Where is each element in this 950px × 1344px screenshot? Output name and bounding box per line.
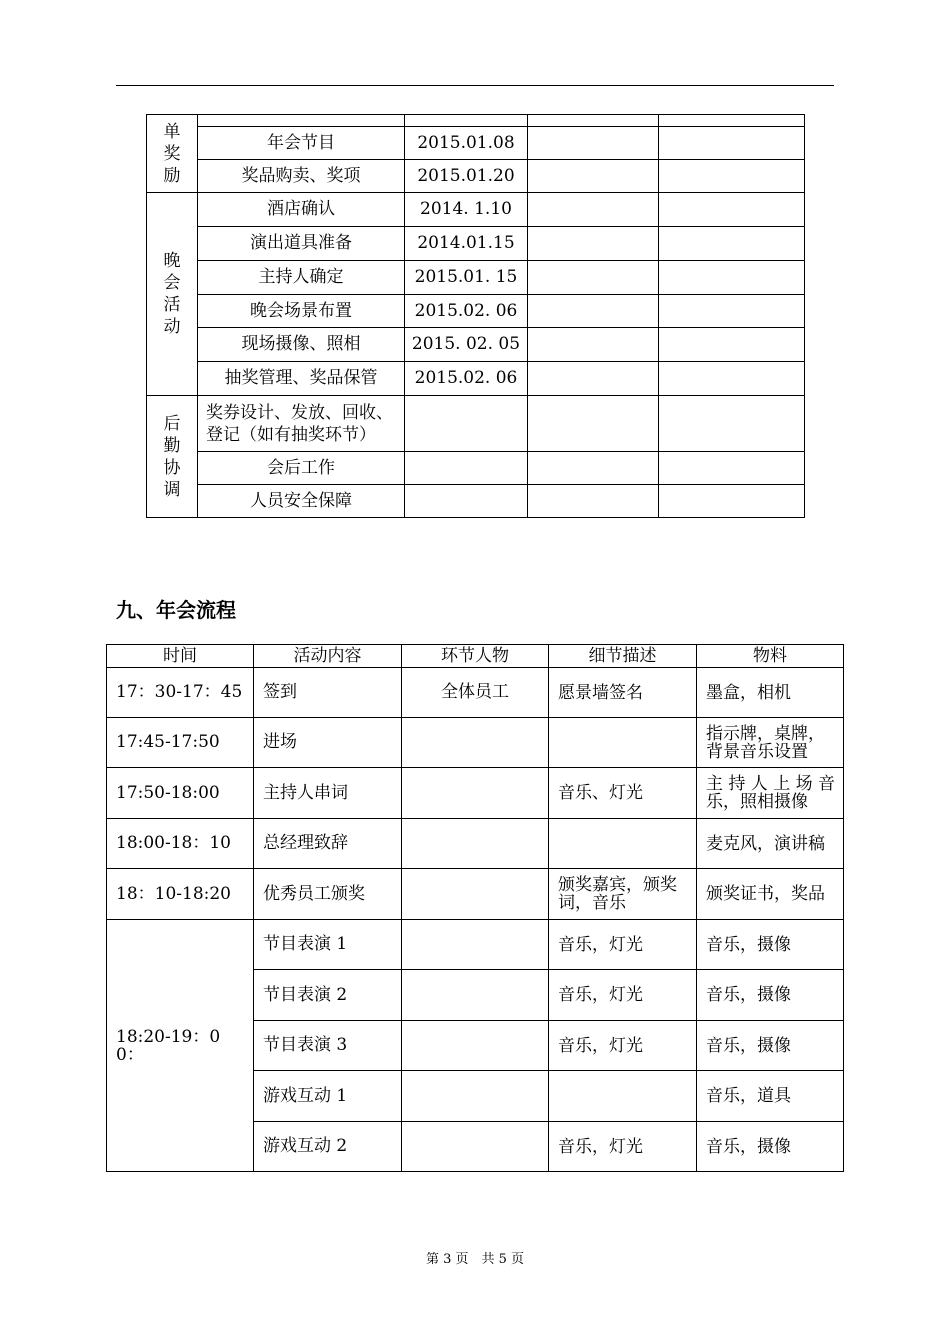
- activity-cell: 进场: [254, 718, 402, 768]
- header-row: [107, 645, 844, 668]
- empty-cell: [659, 261, 805, 295]
- empty-cell: [659, 193, 805, 227]
- person-cell: [402, 970, 549, 1021]
- table-row: [107, 819, 844, 869]
- date-cell: 2014. 1.10: [405, 193, 528, 227]
- empty-cell: [659, 452, 805, 485]
- date-cell: [405, 452, 528, 485]
- date-cell: 2015. 02. 05: [405, 328, 528, 362]
- empty-cell: [528, 261, 659, 295]
- material-cell: 音乐，摄像: [697, 1021, 844, 1071]
- empty-cell: [528, 396, 659, 452]
- activity-cell: 节目表演 2: [254, 970, 402, 1021]
- date-cell: 2014.01.15: [405, 227, 528, 261]
- person-cell: [402, 920, 549, 970]
- time-cell: 17：30-17：45: [107, 668, 254, 718]
- table-row: [147, 362, 805, 396]
- table-row: [147, 193, 805, 227]
- table-row: [107, 718, 844, 768]
- activity-cell: 游戏互动 1: [254, 1071, 402, 1122]
- empty-cell: [528, 452, 659, 485]
- header-rule: [116, 85, 834, 86]
- header-time: 时间: [107, 645, 254, 668]
- person-cell: [402, 768, 549, 819]
- table-row: [147, 452, 805, 485]
- detail-cell: 音乐，灯光: [549, 920, 697, 970]
- task-cell: 人员安全保障: [198, 485, 405, 518]
- task-cell: 演出道具准备: [198, 227, 405, 261]
- time-cell: 17:45-17:50: [107, 718, 254, 768]
- material-cell: 墨盒，相机: [697, 668, 844, 718]
- table-row: [147, 485, 805, 518]
- table-row: [147, 160, 805, 193]
- task-cell: 晚会场景布置: [198, 295, 405, 328]
- task-cell: 奖品购卖、奖项: [198, 160, 405, 193]
- activity-cell: 节目表演 1: [254, 920, 402, 970]
- material-cell: 音乐，道具: [697, 1071, 844, 1122]
- date-cell: 2015.02. 06: [405, 295, 528, 328]
- task-cell: 抽奖管理、奖品保管: [198, 362, 405, 396]
- detail-cell: 音乐，灯光: [549, 1122, 697, 1172]
- empty-cell: [659, 160, 805, 193]
- activity-cell: 总经理致辞: [254, 819, 402, 869]
- empty-cell: [528, 115, 659, 127]
- detail-cell: 愿景墙签名: [549, 668, 697, 718]
- time-cell: 17:50-18:00: [107, 768, 254, 819]
- task-cell: [198, 115, 405, 127]
- material-cell: 音乐，摄像: [697, 1122, 844, 1172]
- activity-cell: 游戏互动 2: [254, 1122, 402, 1172]
- person-cell: 全体员工: [402, 668, 549, 718]
- material-cell: 颁奖证书，奖品: [697, 869, 844, 920]
- header-material: 物料: [697, 645, 844, 668]
- header-activity: 活动内容: [254, 645, 402, 668]
- table-row: [107, 920, 844, 970]
- task-schedule-table: [146, 114, 805, 518]
- date-cell: [405, 485, 528, 518]
- activity-cell: 主持人串词: [254, 768, 402, 819]
- empty-cell: [528, 362, 659, 396]
- task-cell: 酒店确认: [198, 193, 405, 227]
- person-cell: [402, 819, 549, 869]
- empty-cell: [528, 295, 659, 328]
- table-row: [147, 328, 805, 362]
- task-cell: 年会节目: [198, 127, 405, 160]
- empty-cell: [659, 115, 805, 127]
- detail-cell: [549, 1071, 697, 1122]
- group-label: 晚会活动: [147, 193, 198, 396]
- page-footer: 第 3 页 共 5 页: [425, 1252, 525, 1267]
- agenda-table: [106, 644, 844, 1172]
- empty-cell: [659, 328, 805, 362]
- section-title: 九、年会流程: [116, 598, 236, 622]
- activity-cell: 优秀员工颁奖: [254, 869, 402, 920]
- person-cell: [402, 1122, 549, 1172]
- date-cell: 2015.01. 15: [405, 261, 528, 295]
- activity-cell: 节目表演 3: [254, 1021, 402, 1071]
- material-cell: 主持人上场音乐，照相摄像: [697, 768, 844, 819]
- empty-cell: [528, 485, 659, 518]
- task-cell: 主持人确定: [198, 261, 405, 295]
- table-row: [147, 396, 805, 452]
- empty-cell: [528, 127, 659, 160]
- date-cell: [405, 115, 528, 127]
- date-cell: 2015.01.20: [405, 160, 528, 193]
- task-cell: 奖券设计、发放、回收、登记（如有抽奖环节）: [198, 396, 405, 452]
- detail-cell: 音乐，灯光: [549, 970, 697, 1021]
- table-row: [147, 261, 805, 295]
- detail-cell: 音乐，灯光: [549, 1021, 697, 1071]
- table-row: [147, 127, 805, 160]
- date-cell: 2015.02. 06: [405, 362, 528, 396]
- header-person: 环节人物: [402, 645, 549, 668]
- table-row: [147, 295, 805, 328]
- detail-cell: 颁奖嘉宾，颁奖词，音乐: [549, 869, 697, 920]
- person-cell: [402, 1021, 549, 1071]
- group-label: 单奖励: [147, 115, 198, 193]
- empty-cell: [659, 295, 805, 328]
- date-cell: [405, 396, 528, 452]
- table-row: [107, 668, 844, 718]
- material-cell: 音乐，摄像: [697, 920, 844, 970]
- time-cell: 18:20-19：00：: [107, 920, 254, 1172]
- time-cell: 18：10-18:20: [107, 869, 254, 920]
- empty-cell: [528, 328, 659, 362]
- task-cell: 会后工作: [198, 452, 405, 485]
- material-cell: 指示牌，桌牌，背景音乐设置: [697, 718, 844, 768]
- empty-cell: [659, 362, 805, 396]
- person-cell: [402, 718, 549, 768]
- group-label: 后勤协调: [147, 396, 198, 518]
- empty-cell: [659, 227, 805, 261]
- person-cell: [402, 1071, 549, 1122]
- table-row: [147, 115, 805, 127]
- empty-cell: [659, 485, 805, 518]
- empty-cell: [659, 396, 805, 452]
- time-cell: 18:00-18：10: [107, 819, 254, 869]
- material-cell: 麦克风，演讲稿: [697, 819, 844, 869]
- empty-cell: [528, 227, 659, 261]
- empty-cell: [528, 193, 659, 227]
- empty-cell: [659, 127, 805, 160]
- person-cell: [402, 869, 549, 920]
- table-row: [107, 768, 844, 819]
- detail-cell: [549, 819, 697, 869]
- date-cell: 2015.01.08: [405, 127, 528, 160]
- material-cell: 音乐，摄像: [697, 970, 844, 1021]
- empty-cell: [528, 160, 659, 193]
- detail-cell: [549, 718, 697, 768]
- detail-cell: 音乐、灯光: [549, 768, 697, 819]
- table-row: [107, 869, 844, 920]
- table-row: [147, 227, 805, 261]
- task-cell: 现场摄像、照相: [198, 328, 405, 362]
- activity-cell: 签到: [254, 668, 402, 718]
- header-detail: 细节描述: [549, 645, 697, 668]
